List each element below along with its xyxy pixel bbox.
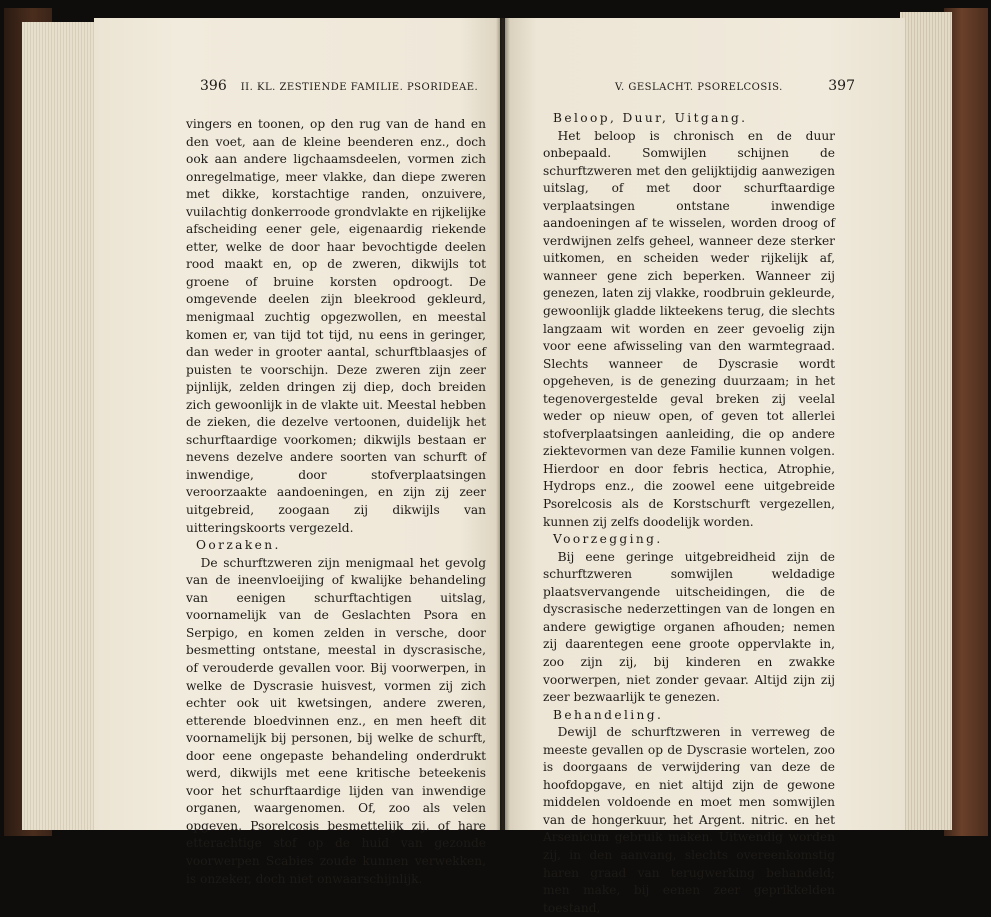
left-page-header: [200, 78, 490, 96]
paragraph: Dewijl de schurftzweren in verreweg de meeste gevallen op de Dyscrasie wortelen, zoo is doorgaans de verwijdering van deze de hoofdopgave, en niet altijd zijn de gewone middelen voldoende en moet men somwijlen van de hongerkuur, het Argent. nitric. en het Arsenicum gebruik maken. Uitwendig worden zij, in den aanvang, slechts overeenkomstig haren graad van terugwerking behandeld; men make, bij eenen zeer geprikkelden toestand,: [543, 725, 835, 915]
paragraph: De schurftzweren zijn menigmaal het gevolg van de ineenvloeijing of kwalijke behandeling van eenigen schurftachtigen uitslag, voornamelijk van de Geslachten Psora en Serpigo, en komen zelden in versche, door besmetting ontstane, meestal in dyscrasische, of verouderde gevallen voor. Bij voorwerpen, in welke de Dyscrasie huisvest, vormen zij zich echter ook uit kwetsingen, andere zweren, etterende bloedvinnen enz., en men heeft dit voornamelijk bij personen, bij welke de schurft, door eene ongepaste behandeling onderdrukt werd, dikwijls met eene kritische beteekenis voor het schurftaardige lijden van inwendige organen, waargenomen. Of, zoo als velen opgeven, Psorelcosis besmettelijk zij, of hare etterachtige stof op de huid van gezonde voorwerpen Scabies zoude kunnen verwekken, is onzeker, doch niet onwaarschijnlijk.: [186, 555, 486, 886]
left-page: [94, 18, 500, 886]
section-heading: Beloop, Duur, Uitgang.: [553, 111, 748, 125]
right-running-head: V. GESLACHT. PSORELCOSIS.: [615, 82, 783, 93]
right-page-number: 397: [828, 78, 855, 94]
left-running-head: II. KL. ZESTIENDE FAMILIE. PSORIDEAE.: [240, 82, 479, 93]
section-heading: Voorzegging.: [553, 532, 663, 547]
left-page-number: 396: [200, 78, 227, 94]
page-stack-right: [900, 12, 952, 830]
right-page-body: [543, 110, 835, 917]
paragraph: Bij eene geringe uitgebreidheid zijn de schurftzweren somwijlen weldadige plaatsvervangende uitscheidingen, die de dyscrasische nederzettingen van de longen en andere gewigtige organen afhouden; nemen zij daarentegen eene groote oppervlakte in, zoo zijn zij, bij kinderen en zwakke voorwerpen, niet zonder gevaar. Altijd zijn zij zeer bezwaarlijk te genezen.: [543, 549, 835, 705]
book-spine-shadow: [496, 18, 510, 830]
left-page-body: [186, 116, 486, 888]
right-page: [505, 18, 905, 915]
paragraph: vingers en toonen, op den rug van de hand en den voet, aan de kleine beenderen enz., doch ook aan andere ligchaamsdeelen, vormen zich onregelmatige, meer vlakke, dan diepe zweren met dikke, korstachtige randen, onzuivere, vuilachtig donkerroode grondvlakte en rijkelijke afscheiding eener gele, eigenaardig riekende etter, welke de door haar bevochtigde deelen rood maakt en, op de zweren, dikwijls tot groene of bruine korsten opdroogt. De omgevende deelen zijn bleekrood gekleurd, menigmaal zuchtig opgezwollen, en meestal komen er, van tijd tot tijd, nu eens in geringer, dan weder in grooter aantal, schurftblaasjes of puisten te voorschijn. Deze zweren zijn zeer pijnlijk, zelden dringen zij diep, doch breiden zich gewoonlijk in de vlakte uit. Meestal hebben de zieken, die dezelve vertoonen, duidelijk het schurftaardige voorkomen; dikwijls bestaan er nevens dezelve andere soorten van schurft of inwendige, door stofverplaatsingen veroorzaakte aandoeningen, en zijn zij zeer uitgebreid, zoogaan zij dikwijls van uitteringskoorts vergezeld.: [186, 117, 486, 535]
section-heading: Oorzaken.: [196, 538, 281, 553]
section-heading: Behandeling.: [553, 707, 664, 722]
right-page-header: [555, 78, 855, 96]
paragraph: Het beloop is chronisch en de duur onbepaald. Somwijlen schijnen de schurftzweren met den gelijktijdig aanwezigen uitslag, of met door schurftaardige verplaatsingen ontstane inwendige aandoeningen af te wisselen, worden droog of verdwijnen zelfs geheel, wanneer deze sterker uitkomen, en scheiden weder rijkelijk af, wanneer gene zich beperken. Wanneer zij genezen, laten zij vlakke, roodbruin gekleurde, gewoonlijk gladde likteekens terug, die slechts langzaam wit worden en zeer gevoelig zijn voor eene afwisseling van den warmtegraad. Slechts wanneer de Dyscrasie wordt opgeheven, is de genezing duurzaam; in het tegenovergestelde geval breken zij veelal weder op nieuw open, of geven tot allerlei stofverplaatsingen aanleiding, die op andere ziektevormen van deze Familie kunnen volgen. Hierdoor en door febris hectica, Atrophie, Hydrops enz., die zoowel eene uitgebreide Psorelcosis als de Korstschurft vergezellen, kunnen zij zelfs doodelijk worden.: [543, 128, 835, 529]
page-stack-left: [22, 22, 102, 830]
